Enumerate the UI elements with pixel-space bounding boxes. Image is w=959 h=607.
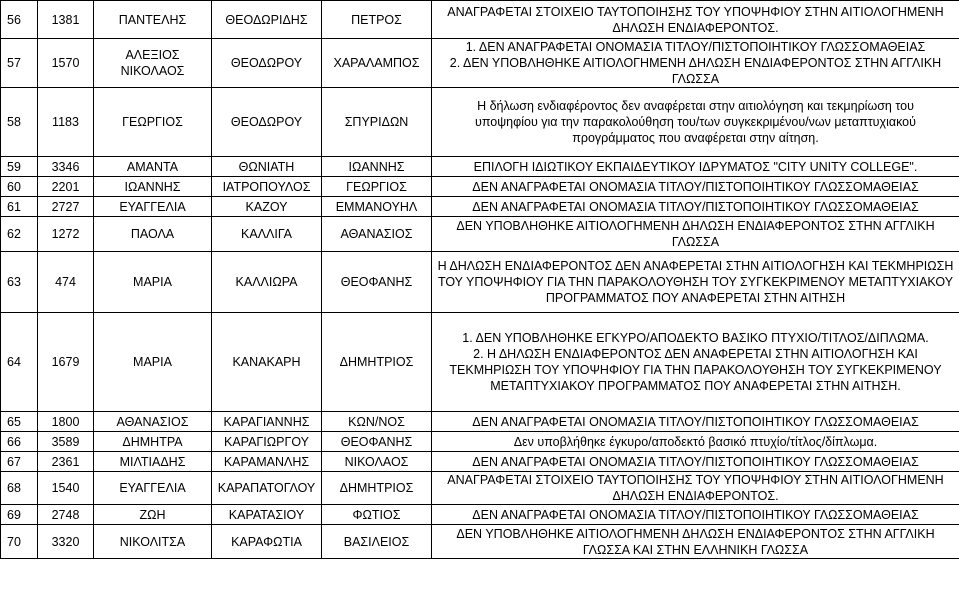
father-name: ΘΕΟΦΑΝΗΣ <box>322 252 432 313</box>
row-number: 60 <box>1 177 38 197</box>
application-id: 1800 <box>38 412 94 432</box>
row-number: 64 <box>1 313 38 412</box>
application-id: 1183 <box>38 88 94 157</box>
application-id: 2748 <box>38 505 94 525</box>
application-id: 3346 <box>38 157 94 177</box>
rejection-reason: 1. ΔΕΝ ΥΠΟΒΛΗΘΗΚΕ ΕΓΚΥΡΟ/ΑΠΟΔΕΚΤΟ ΒΑΣΙΚΟ ΠΤΥΧΙΟ/ΤΙΤΛΟΣ/ΔΙΠΛΩΜΑ. 2. Η ΔΗΛΩΣΗ ΕΝΔΙΑΦΕΡΟΝΤΟΣ ΔΕΝ ΑΝΑΦΕΡΕΤΑΙ ΣΤΗΝ ΑΙΤΙΟΛΟΓΗΣΗ ΚΑΙ ΤΕΚΜΗΡΙΩΣΗ ΤΟΥ ΥΠΟΨΗΦΙΟΥ ΓΙΑ ΤΗΝ ΠΑΡΑΚΟΛΟΥΘΗΣΗ ΤΟΥ ΣΥΓΚΕΚΡΙΜΕΝΟΥ ΜΕΤΑΠΤΥΧΙΑΚΟΥ ΠΡΟΓΡΑΜΜΑΤΟΣ ΠΟΥ ΑΝΑΦΕΡΕΤΑΙ ΣΤΗΝ ΑΙΤΗΣΗ. <box>432 313 959 412</box>
father-name: ΓΕΩΡΓΙΟΣ <box>322 177 432 197</box>
table-row <box>1 412 959 432</box>
father-name: ΙΩΑΝΝΗΣ <box>322 157 432 177</box>
first-name: ΑΛΕΞΙΟΣ ΝΙΚΟΛΑΟΣ <box>94 39 212 88</box>
row-number: 67 <box>1 452 38 472</box>
table-row <box>1 313 959 412</box>
first-name: ΕΥΑΓΓΕΛΙΑ <box>94 472 212 505</box>
rejection-reason: ΔΕΝ ΑΝΑΓΡΑΦΕΤΑΙ ΟΝΟΜΑΣΙΑ ΤΙΤΛΟΥ/ΠΙΣΤΟΠΟΙΗΤΙΚΟΥ ΓΛΩΣΣΟΜΑΘΕΙΑΣ <box>432 197 959 217</box>
first-name: ΝΙΚΟΛΙΤΣΑ <box>94 525 212 559</box>
application-id: 1272 <box>38 217 94 252</box>
first-name: ΠΑΟΛΑ <box>94 217 212 252</box>
father-name: ΔΗΜΗΤΡΙΟΣ <box>322 472 432 505</box>
row-number: 62 <box>1 217 38 252</box>
table-body <box>1 1 959 559</box>
first-name: ΔΗΜΗΤΡΑ <box>94 432 212 452</box>
father-name: ΦΩΤΙΟΣ <box>322 505 432 525</box>
rejection-reason: ΔΕΝ ΑΝΑΓΡΑΦΕΤΑΙ ΟΝΟΜΑΣΙΑ ΤΙΤΛΟΥ/ΠΙΣΤΟΠΟΙΗΤΙΚΟΥ ΓΛΩΣΣΟΜΑΘΕΙΑΣ <box>432 412 959 432</box>
row-number: 58 <box>1 88 38 157</box>
application-id: 1381 <box>38 1 94 39</box>
father-name: ΒΑΣΙΛΕΙΟΣ <box>322 525 432 559</box>
rejection-reason: ΑΝΑΓΡΑΦΕΤΑΙ ΣΤΟΙΧΕΙΟ ΤΑΥΤΟΠΟΙΗΣΗΣ ΤΟΥ ΥΠΟΨΗΦΙΟΥ ΣΤΗΝ ΑΙΤΙΟΛΟΓΗΜΕΝΗ ΔΗΛΩΣΗ ΕΝΔΙΑΦΕΡΟΝΤΟΣ. <box>432 472 959 505</box>
father-name: ΠΕΤΡΟΣ <box>322 1 432 39</box>
father-name: ΘΕΟΦΑΝΗΣ <box>322 432 432 452</box>
table-row <box>1 525 959 559</box>
first-name: ΜΑΡΙΑ <box>94 313 212 412</box>
father-name: ΕΜΜΑΝΟΥΗΛ <box>322 197 432 217</box>
table-row <box>1 472 959 505</box>
rejection-reason: ΔΕΝ ΑΝΑΓΡΑΦΕΤΑΙ ΟΝΟΜΑΣΙΑ ΤΙΤΛΟΥ/ΠΙΣΤΟΠΟΙΗΤΙΚΟΥ ΓΛΩΣΣΟΜΑΘΕΙΑΣ <box>432 177 959 197</box>
first-name: ΕΥΑΓΓΕΛΙΑ <box>94 197 212 217</box>
table-row <box>1 88 959 157</box>
last-name: ΚΑΡΑΤΑΣΙΟΥ <box>212 505 322 525</box>
table-row <box>1 432 959 452</box>
last-name: ΘΩΝΙΑΤΗ <box>212 157 322 177</box>
application-id: 474 <box>38 252 94 313</box>
row-number: 66 <box>1 432 38 452</box>
rejection-reason: ΑΝΑΓΡΑΦΕΤΑΙ ΣΤΟΙΧΕΙΟ ΤΑΥΤΟΠΟΙΗΣΗΣ ΤΟΥ ΥΠΟΨΗΦΙΟΥ ΣΤΗΝ ΑΙΤΙΟΛΟΓΗΜΕΝΗ ΔΗΛΩΣΗ ΕΝΔΙΑΦΕΡΟΝΤΟΣ. <box>432 1 959 39</box>
father-name: ΧΑΡΑΛΑΜΠΟΣ <box>322 39 432 88</box>
last-name: ΚΑΡΑΓΙΩΡΓΟΥ <box>212 432 322 452</box>
row-number: 56 <box>1 1 38 39</box>
row-number: 68 <box>1 472 38 505</box>
table-row <box>1 39 959 88</box>
rejection-reason: ΔΕΝ ΥΠΟΒΛΗΘΗΚΕ ΑΙΤΙΟΛΟΓΗΜΕΝΗ ΔΗΛΩΣΗ ΕΝΔΙΑΦΕΡΟΝΤΟΣ ΣΤΗΝ ΑΓΓΛΙΚΗ ΓΛΩΣΣΑ ΚΑΙ ΣΤΗΝ ΕΛΛΗΝΙΚΗ ΓΛΩΣΣΑ <box>432 525 959 559</box>
rejection-reason: ΔΕΝ ΥΠΟΒΛΗΘΗΚΕ ΑΙΤΙΟΛΟΓΗΜΕΝΗ ΔΗΛΩΣΗ ΕΝΔΙΑΦΕΡΟΝΤΟΣ ΣΤΗΝ ΑΓΓΛΙΚΗ ΓΛΩΣΣΑ <box>432 217 959 252</box>
last-name: ΘΕΟΔΩΡΙΔΗΣ <box>212 1 322 39</box>
rejection-reason: Δεν υποβλήθηκε έγκυρο/αποδεκτό βασικό πτυχίο/τίτλος/δίπλωμα. <box>432 432 959 452</box>
last-name: ΚΑΡΑΓΙΑΝΝΗΣ <box>212 412 322 432</box>
last-name: ΚΑΡΑΠΑΤΟΓΛΟΥ <box>212 472 322 505</box>
table-row <box>1 252 959 313</box>
application-id: 2201 <box>38 177 94 197</box>
application-id: 1679 <box>38 313 94 412</box>
last-name: ΚΑΖΟΥ <box>212 197 322 217</box>
row-number: 61 <box>1 197 38 217</box>
last-name: ΙΑΤΡΟΠΟΥΛΟΣ <box>212 177 322 197</box>
table-row <box>1 452 959 472</box>
rejection-reason: Η ΔΗΛΩΣΗ ΕΝΔΙΑΦΕΡΟΝΤΟΣ ΔΕΝ ΑΝΑΦΕΡΕΤΑΙ ΣΤΗΝ ΑΙΤΙΟΛΟΓΗΣΗ ΚΑΙ ΤΕΚΜΗΡΙΩΣΗ ΤΟΥ ΥΠΟΨΗΦΙΟΥ ΓΙΑ ΤΗΝ ΠΑΡΑΚΟΛΟΥΘΗΣΗ ΤΟΥ ΣΥΓΚΕΚΡΙΜΕΝΟΥ ΜΕΤΑΠΤΥΧΙΑΚΟΥ ΠΡΟΓΡΑΜΜΑΤΟΣ ΠΟΥ ΑΝΑΦΕΡΕΤΑΙ ΣΤΗΝ ΑΙΤΗΣΗ <box>432 252 959 313</box>
application-id: 2727 <box>38 197 94 217</box>
first-name: ΖΩΗ <box>94 505 212 525</box>
row-number: 63 <box>1 252 38 313</box>
row-number: 70 <box>1 525 38 559</box>
father-name: ΑΘΑΝΑΣΙΟΣ <box>322 217 432 252</box>
table-row <box>1 177 959 197</box>
first-name: ΜΑΡΙΑ <box>94 252 212 313</box>
father-name: ΝΙΚΟΛΑΟΣ <box>322 452 432 472</box>
application-id: 1570 <box>38 39 94 88</box>
application-id: 3589 <box>38 432 94 452</box>
last-name: ΚΑΝΑΚΑΡΗ <box>212 313 322 412</box>
first-name: ΙΩΑΝΝΗΣ <box>94 177 212 197</box>
application-id: 1540 <box>38 472 94 505</box>
rejection-reason: Η δήλωση ενδιαφέροντος δεν αναφέρεται στην αιτιολόγηση και τεκμηρίωση του υποψηφίου για την παρακολούθηση του/των συγκεκριμένου/νων μεταπτυχιακού προγράμματος που αναφέρεται στην αίτηση. <box>432 88 959 157</box>
rejection-reason: ΔΕΝ ΑΝΑΓΡΑΦΕΤΑΙ ΟΝΟΜΑΣΙΑ ΤΙΤΛΟΥ/ΠΙΣΤΟΠΟΙΗΤΙΚΟΥ ΓΛΩΣΣΟΜΑΘΕΙΑΣ <box>432 452 959 472</box>
father-name: ΣΠΥΡΙΔΩΝ <box>322 88 432 157</box>
application-id: 2361 <box>38 452 94 472</box>
first-name: ΜΙΛΤΙΑΔΗΣ <box>94 452 212 472</box>
table-row <box>1 1 959 39</box>
first-name: ΓΕΩΡΓΙΟΣ <box>94 88 212 157</box>
row-number: 59 <box>1 157 38 177</box>
row-number: 69 <box>1 505 38 525</box>
father-name: ΔΗΜΗΤΡΙΟΣ <box>322 313 432 412</box>
rejection-reason: 1. ΔΕΝ ΑΝΑΓΡΑΦΕΤΑΙ ΟΝΟΜΑΣΙΑ ΤΙΤΛΟΥ/ΠΙΣΤΟΠΟΙΗΤΙΚΟΥ ΓΛΩΣΣΟΜΑΘΕΙΑΣ 2. ΔΕΝ ΥΠΟΒΛΗΘΗΚΕ ΑΙΤΙΟΛΟΓΗΜΕΝΗ ΔΗΛΩΣΗ ΕΝΔΙΑΦΕΡΟΝΤΟΣ ΣΤΗΝ ΑΓΓΛΙΚΗ ΓΛΩΣΣΑ <box>432 39 959 88</box>
application-id: 3320 <box>38 525 94 559</box>
table-row <box>1 505 959 525</box>
first-name: ΑΘΑΝΑΣΙΟΣ <box>94 412 212 432</box>
table-row <box>1 157 959 177</box>
last-name: ΚΑΡΑΦΩΤΙΑ <box>212 525 322 559</box>
last-name: ΚΑΛΛΙΩΡΑ <box>212 252 322 313</box>
row-number: 65 <box>1 412 38 432</box>
row-number: 57 <box>1 39 38 88</box>
last-name: ΚΑΡΑΜΑΝΛΗΣ <box>212 452 322 472</box>
last-name: ΚΑΛΛΙΓΑ <box>212 217 322 252</box>
first-name: ΠΑΝΤΕΛΗΣ <box>94 1 212 39</box>
last-name: ΘΕΟΔΩΡΟΥ <box>212 88 322 157</box>
table-row <box>1 197 959 217</box>
father-name: ΚΩΝ/ΝΟΣ <box>322 412 432 432</box>
last-name: ΘΕΟΔΩΡΟΥ <box>212 39 322 88</box>
first-name: ΑΜΑΝΤΑ <box>94 157 212 177</box>
rejection-reason: ΔΕΝ ΑΝΑΓΡΑΦΕΤΑΙ ΟΝΟΜΑΣΙΑ ΤΙΤΛΟΥ/ΠΙΣΤΟΠΟΙΗΤΙΚΟΥ ΓΛΩΣΣΟΜΑΘΕΙΑΣ <box>432 505 959 525</box>
rejection-reason: ΕΠΙΛΟΓΗ ΙΔΙΩΤΙΚΟΥ ΕΚΠΑΙΔΕΥΤΙΚΟΥ ΙΔΡΥΜΑΤΟΣ "CITY UNITY COLLEGE". <box>432 157 959 177</box>
table-row <box>1 217 959 252</box>
